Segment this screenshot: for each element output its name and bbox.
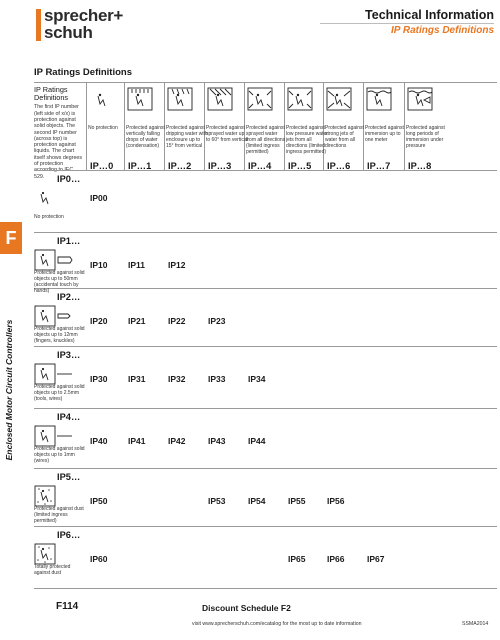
wire-icon <box>34 425 74 447</box>
column-divider <box>86 82 87 170</box>
ip-rating-cell: IP20 <box>90 316 108 326</box>
column-header <box>325 82 366 168</box>
column-description: Protected against sprayed water up to 60° from vertical <box>206 125 248 143</box>
row-description: Protected against solid objects up to 50mm (accidental touch by hands) <box>34 270 85 294</box>
column-description: Protected against long periods of immersion under pressure <box>406 125 445 149</box>
splash-all-directions-icon <box>246 86 274 112</box>
header-title: Technical Information <box>365 8 494 22</box>
column-header <box>246 82 287 168</box>
section-tab[interactable]: F <box>0 222 22 254</box>
dust-icon <box>34 485 74 507</box>
ip-rating-cell: IP23 <box>208 316 226 326</box>
column-code: IP…5 <box>288 161 312 171</box>
row-description: Totally protected against dust <box>34 564 71 576</box>
ip-rating-cell: IP40 <box>90 436 108 446</box>
discount-schedule: Discount Schedule F2 <box>202 603 291 613</box>
ip-rating-cell: IP50 <box>90 496 108 506</box>
ip-ratings-table <box>34 82 497 620</box>
ip-rating-cell: IP11 <box>128 260 146 270</box>
submersion-icon <box>406 86 434 112</box>
row-divider <box>34 232 497 233</box>
row-header <box>34 172 90 232</box>
ip-rating-cell: IP55 <box>288 496 306 506</box>
column-header <box>406 82 447 168</box>
row-code: IP2… <box>57 292 81 302</box>
column-code: IP…3 <box>208 161 232 171</box>
column-description: Protected against sprayed water from all directions (limited ingress permitted) <box>246 125 286 155</box>
page-number: F114 <box>56 601 79 612</box>
none-icon <box>88 86 116 112</box>
row-divider <box>34 346 497 347</box>
ip-rating-cell: IP56 <box>327 496 345 506</box>
header-subtitle: IP Ratings Definitions <box>391 25 494 36</box>
dust-tight-icon <box>34 543 74 565</box>
column-header <box>88 82 129 168</box>
ip-rating-cell: IP65 <box>288 554 306 564</box>
column-code: IP…0 <box>90 161 114 171</box>
intro-title: IP Ratings Definitions <box>34 85 69 103</box>
column-code: IP…4 <box>248 161 272 171</box>
ip-rating-cell: IP32 <box>168 374 186 384</box>
row-divider <box>34 588 497 589</box>
column-header <box>286 82 327 168</box>
column-description: Protected against vertically falling drops of water (condensation) <box>126 125 165 149</box>
column-code: IP…8 <box>408 161 432 171</box>
ip-rating-cell: IP44 <box>248 436 266 446</box>
row-header <box>34 528 90 588</box>
section-label-wrap <box>4 260 18 520</box>
ip-rating-cell: IP34 <box>248 374 266 384</box>
column-description: Protected against immersion up to one meter <box>365 125 404 143</box>
row-header <box>34 234 90 294</box>
row-description: Protected against dust (limited ingress permitted) <box>34 506 84 524</box>
column-code: IP…6 <box>327 161 351 171</box>
strong-jets-icon <box>325 86 353 112</box>
row-description: Protected against solid objects up to 1mm (wires) <box>34 446 85 464</box>
section-label: Enclosed Motor Circuit Controllers <box>4 319 14 461</box>
catalog-link[interactable]: visit www.sprecherschuh.com/ecatalog for the most up to date information <box>192 621 362 627</box>
logo-line-1: sprecher+ <box>44 6 124 25</box>
ip-rating-cell: IP67 <box>367 554 385 564</box>
ip-rating-cell: IP54 <box>248 496 266 506</box>
ip-rating-cell: IP43 <box>208 436 226 446</box>
column-code: IP…1 <box>128 161 152 171</box>
ip-rating-cell: IP33 <box>208 374 226 384</box>
ip-rating-cell: IP30 <box>90 374 108 384</box>
row-description: Protected against solid objects up to 12mm (fingers, knuckles) <box>34 326 85 344</box>
row-code: IP3… <box>57 350 81 360</box>
logo-accent-bar <box>36 9 41 41</box>
column-header <box>126 82 167 168</box>
ip-rating-cell: IP10 <box>90 260 108 270</box>
vertical-drops-icon <box>126 86 154 112</box>
column-description: Protected against strong jets of water from all directions <box>325 125 364 149</box>
row-header <box>34 348 90 408</box>
immersion-1m-icon <box>365 86 393 112</box>
ip-rating-cell: IP53 <box>208 496 226 506</box>
row-divider <box>34 288 497 289</box>
row-code: IP1… <box>57 236 81 246</box>
page-title: IP Ratings Definitions <box>34 67 133 78</box>
row-description: Protected against solid objects up to 2.5mm (tools, wires) <box>34 384 85 402</box>
ip-rating-cell: IP42 <box>168 436 186 446</box>
header-divider <box>320 23 494 24</box>
column-header <box>166 82 207 168</box>
ip-rating-cell: IP00 <box>90 193 108 203</box>
row-header <box>34 290 90 346</box>
none-icon <box>34 187 74 209</box>
row-divider <box>34 526 497 527</box>
intro-block <box>34 86 84 180</box>
spray-60deg-icon <box>206 86 234 112</box>
ip-rating-cell: IP31 <box>128 374 146 384</box>
column-description: Protected against dripping water with enclosure up to 15° from vertical <box>166 125 208 149</box>
row-code: IP4… <box>57 412 81 422</box>
row-divider <box>34 408 497 409</box>
column-code: IP…7 <box>367 161 391 171</box>
intro-text: The first IP number (left side of x/x) is protection against solid objects. The second IP number (across top) is protection against liquids. The chart itself shows degrees of protection 529. <box>34 104 82 180</box>
ip-rating-cell: IP21 <box>128 316 146 326</box>
row-divider <box>34 468 497 469</box>
low-pressure-jets-icon <box>286 86 314 112</box>
column-description: Protected against low pressure water jets from all directions (limited ingress permitted) <box>286 125 328 155</box>
column-header <box>206 82 247 168</box>
dripping-15deg-icon <box>166 86 194 112</box>
row-header <box>34 410 90 468</box>
row-code: IP0… <box>57 174 81 184</box>
hand-icon <box>34 249 74 271</box>
ip-rating-cell: IP22 <box>168 316 186 326</box>
column-header <box>365 82 406 168</box>
ip-rating-cell: IP66 <box>327 554 345 564</box>
row-code: IP6… <box>57 530 81 540</box>
ip-rating-cell: IP41 <box>128 436 146 446</box>
row-code: IP5… <box>57 472 81 482</box>
finger-icon <box>34 305 74 327</box>
tool-icon <box>34 363 74 385</box>
ip-rating-cell: IP12 <box>168 260 186 270</box>
ip-rating-cell: IP60 <box>90 554 108 564</box>
row-description: No protection <box>34 214 64 220</box>
row-header <box>34 470 90 526</box>
logo-line-2: schuh <box>44 23 93 42</box>
column-code: IP…2 <box>168 161 192 171</box>
catalog-code: SSMA2014 <box>462 621 489 627</box>
company-logo <box>36 5 131 45</box>
column-description: No protection <box>88 125 118 131</box>
